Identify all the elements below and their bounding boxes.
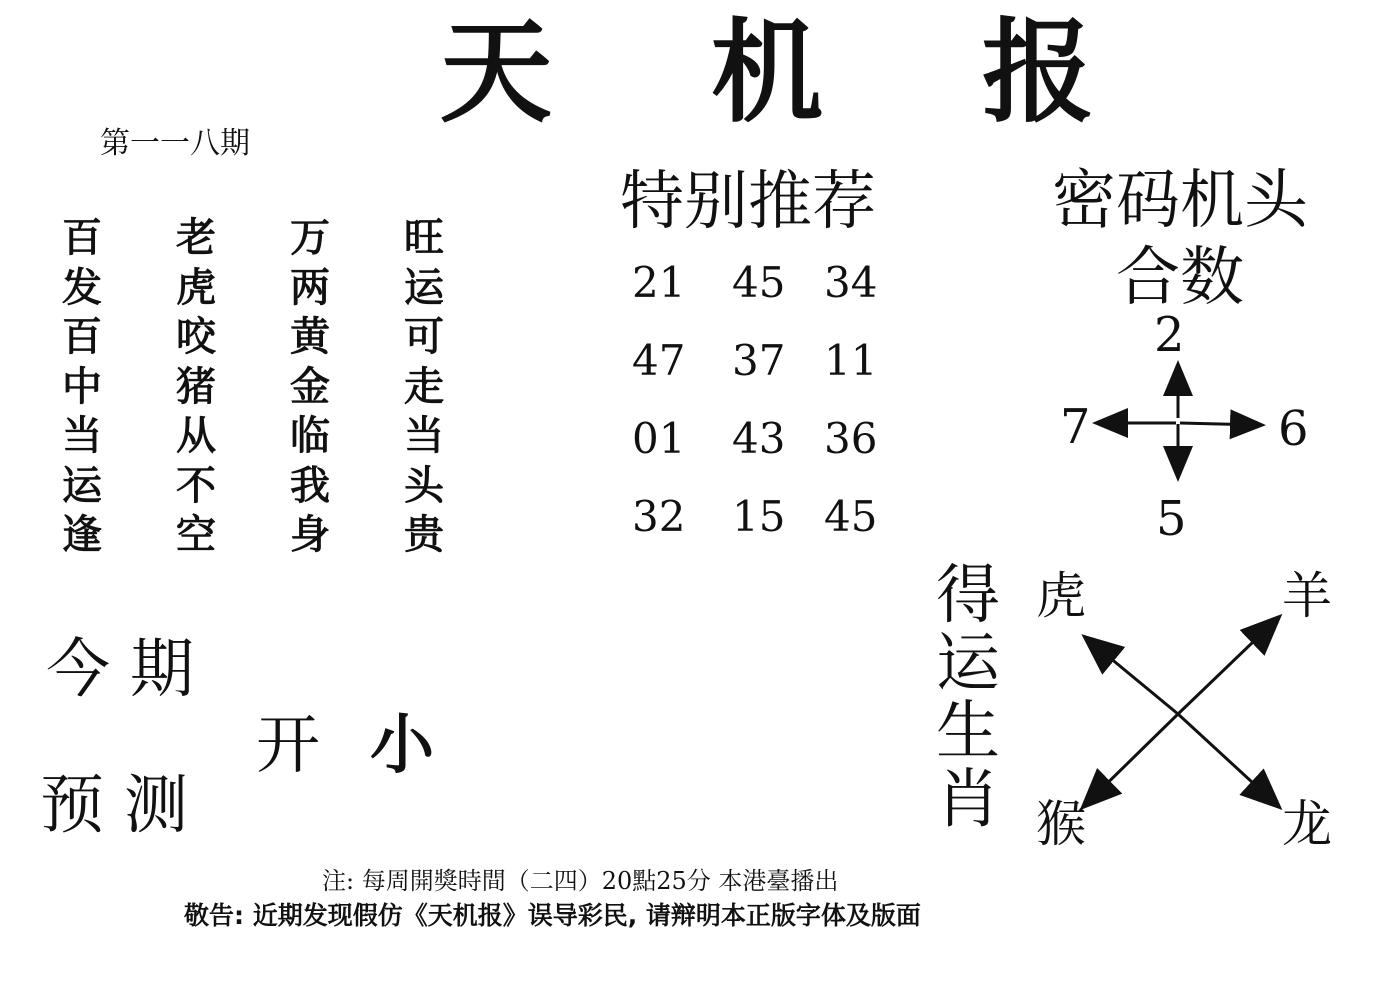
compass-top-number: 2 xyxy=(1154,307,1185,363)
poem-char: 逢 xyxy=(62,512,102,558)
prediction-value: 小 xyxy=(370,708,434,783)
poem-char: 猪 xyxy=(176,363,216,410)
poem-char: 空 xyxy=(176,512,216,558)
footer-warning: 敬告: 近期发现假仿《天机报》误导彩民, 请辩明本正版字体及版面 xyxy=(184,901,921,930)
poem-char: 中 xyxy=(62,363,102,410)
poem-char: 虎 xyxy=(176,264,216,311)
zodiac-bottom-left: 猴 xyxy=(1036,795,1086,853)
poem-char: 运 xyxy=(404,264,444,311)
poem-char: 不 xyxy=(176,462,216,509)
poem-char: 两 xyxy=(290,264,330,311)
compass-bottom-number: 5 xyxy=(1156,491,1187,547)
compass-left-number: 7 xyxy=(1060,399,1091,455)
lucky-zodiac-title xyxy=(932,559,1004,837)
poem-char: 临 xyxy=(290,413,330,459)
special-number: 11 xyxy=(824,336,878,385)
special-number: 36 xyxy=(824,414,878,463)
prediction-result xyxy=(256,706,434,786)
special-numbers-grid xyxy=(632,252,904,564)
poem-char: 发 xyxy=(62,264,102,311)
special-number: 45 xyxy=(824,492,878,541)
special-number: 34 xyxy=(824,258,878,307)
poem-char: 走 xyxy=(404,363,444,410)
special-number: 45 xyxy=(732,258,786,307)
code-head-compass xyxy=(1050,306,1340,546)
compass-right-number: 6 xyxy=(1278,401,1309,457)
prediction-label-2: 预测 xyxy=(40,769,208,843)
poem-char: 万 xyxy=(290,215,330,261)
lucky-zodiac-title-char: 得 xyxy=(936,559,1000,633)
special-number: 01 xyxy=(632,414,686,463)
poem-char: 百 xyxy=(62,314,102,360)
poem-char: 贵 xyxy=(404,512,444,558)
issue-number: 第一一八期 xyxy=(100,126,250,161)
lucky-zodiac-title-char: 运 xyxy=(936,627,1000,701)
lucky-zodiac-diagram xyxy=(1030,566,1350,856)
code-head-subtitle: 合数 xyxy=(1116,241,1244,315)
page-title: 天 机 报 xyxy=(440,7,1154,138)
poem-char: 我 xyxy=(290,462,330,509)
lucky-zodiac-title-char: 肖 xyxy=(936,763,1000,837)
poem-char: 咬 xyxy=(176,314,216,360)
footer-note: 注: 每周開獎時間（二四）20點25分 本港臺播出 xyxy=(322,867,839,895)
prediction-label-1: 今期 xyxy=(46,633,214,707)
special-number: 32 xyxy=(632,492,686,541)
poem-char: 老 xyxy=(176,215,216,261)
poem-char: 当 xyxy=(404,413,444,459)
special-recommend-title: 特别推荐 xyxy=(620,165,876,239)
special-number: 15 xyxy=(732,492,786,541)
prediction-open-text: 开 xyxy=(256,709,320,783)
special-number: 43 xyxy=(732,414,786,463)
poem-char: 旺 xyxy=(404,215,444,261)
lucky-zodiac-title-char: 生 xyxy=(936,695,1000,769)
poem-char: 可 xyxy=(404,314,444,360)
poem-grid xyxy=(62,214,482,561)
poem-char: 头 xyxy=(404,462,444,509)
poem-char: 从 xyxy=(176,413,216,459)
poem-char: 当 xyxy=(62,413,102,459)
special-number: 37 xyxy=(732,336,786,385)
poem-char: 黄 xyxy=(290,314,330,360)
code-head-title: 密码机头 xyxy=(1052,164,1308,238)
special-number: 21 xyxy=(632,258,686,307)
special-number: 47 xyxy=(632,336,686,385)
zodiac-top-left: 虎 xyxy=(1036,567,1086,625)
zodiac-top-right: 羊 xyxy=(1282,567,1332,625)
poem-char: 金 xyxy=(290,363,330,410)
poem-char: 身 xyxy=(290,512,330,558)
poem-char: 运 xyxy=(62,462,102,509)
poem-char: 百 xyxy=(62,215,102,261)
zodiac-bottom-right: 龙 xyxy=(1282,795,1332,853)
